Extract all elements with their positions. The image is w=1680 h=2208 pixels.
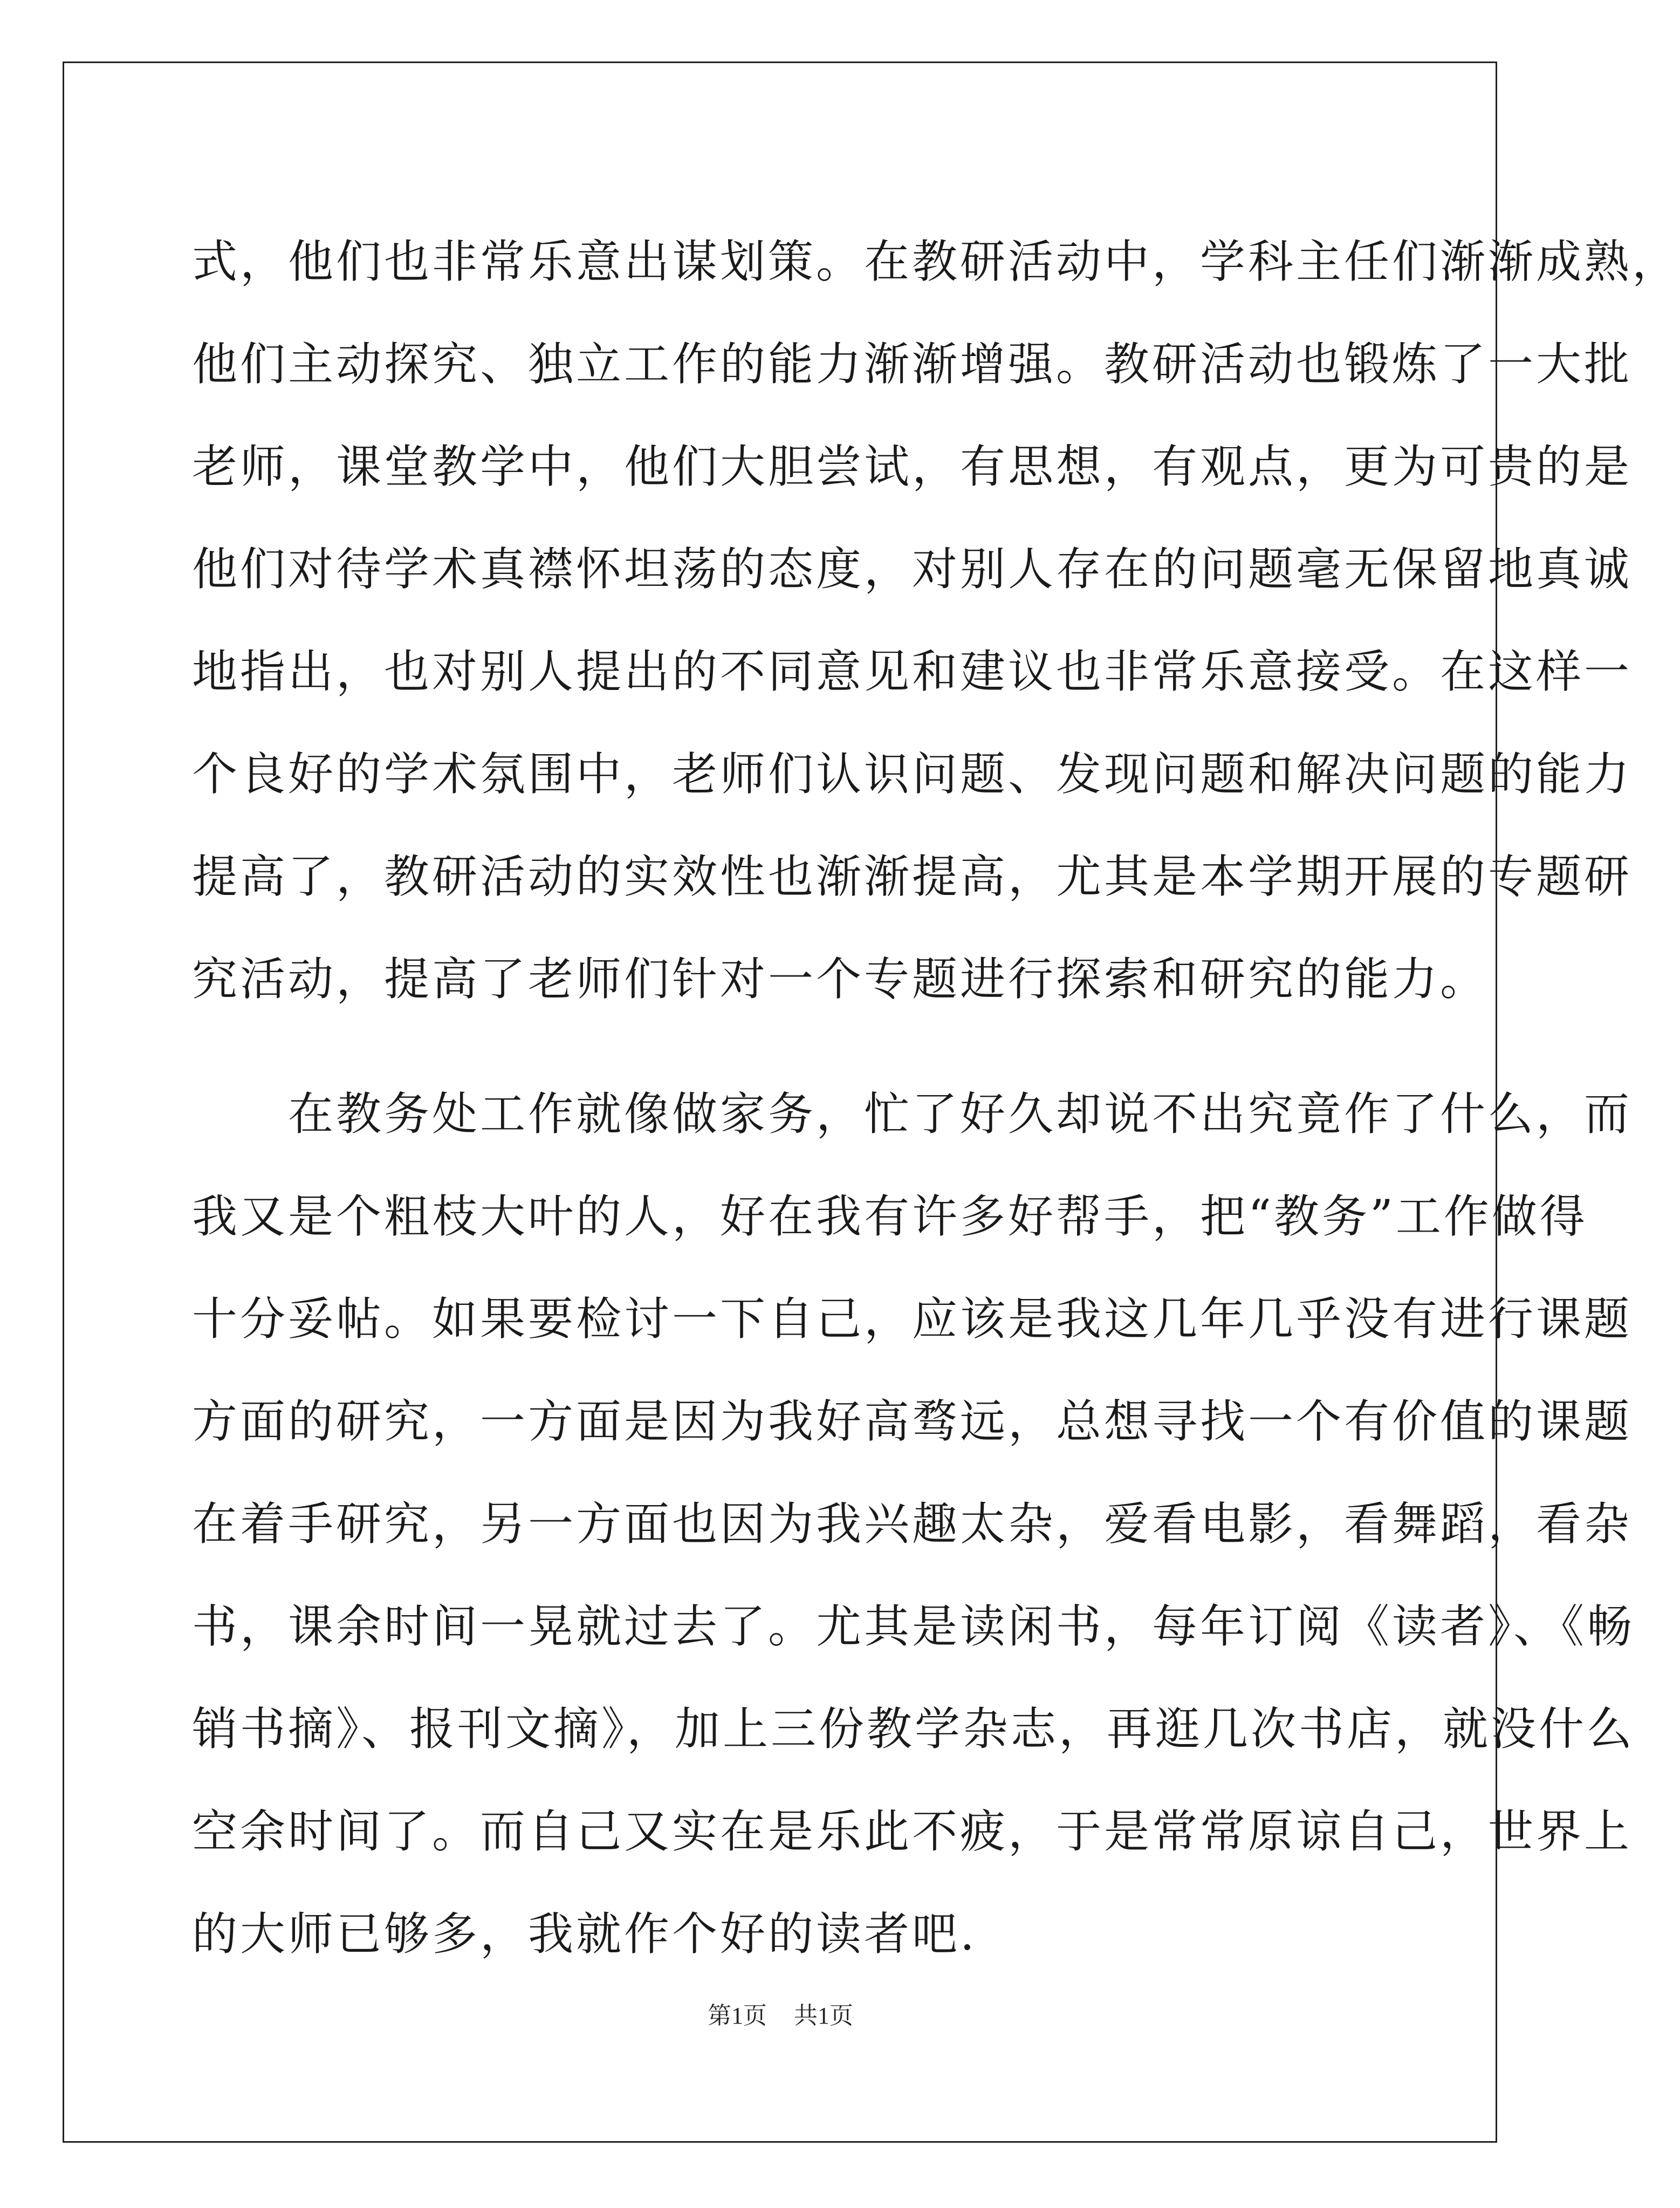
text-line: 他们主动探究、独立工作的能力渐渐增强。教研活动也锻炼了一大批 [192,338,1633,391]
text-line: 提高了，教研活动的实效性也渐渐提高，尤其是本学期开展的专题研 [192,850,1633,903]
page-number: 第1页 [708,2002,767,2029]
text-line: 空余时间了。而自己又实在是乐此不疲，于是常常原谅自己，世界上 [192,1805,1633,1858]
text-line: 个良好的学术氛围中，老师们认识问题、发现问题和解决问题的能力 [192,748,1633,801]
paragraph-spacer [192,1030,1368,1063]
paragraph-1 [192,210,1680,1030]
text-line: 的大师已够多，我就作个好的读者吧. [192,1908,977,1960]
document-body [192,210,1680,1985]
text-line: 式，他们也非常乐意出谋划策。在教研活动中，学科主任们渐渐成熟， [192,235,1680,288]
text-line: 在教务处工作就像做家务，忙了好久却说不出究竟作了什么，而 [192,1088,1633,1140]
page-footer [0,1996,1561,2031]
page-total: 共1页 [794,2002,853,2029]
text-line: 在着手研究，另一方面也因为我兴趣太杂，爱看电影，看舞蹈，看杂 [192,1498,1633,1550]
text-line: 地指出，也对别人提出的不同意见和建议也非常乐意接受。在这样一 [192,645,1633,698]
text-line: 书，课余时间一晃就过去了。尤其是读闲书，每年订阅《读者》、《畅 [192,1600,1635,1653]
text-line: 他们对待学术真襟怀坦荡的态度，对别人存在的问题毫无保留地真诚 [192,543,1633,596]
text-line: 我又是个粗枝大叶的人，好在我有许多好帮手，把“教务”工作做得 [192,1190,1588,1243]
text-line: 销书摘》、报刊文摘》，加上三份教学杂志，再逛几次书店，就没什么 [192,1703,1635,1755]
text-line: 究活动，提高了老师们针对一个专题进行探索和研究的能力。 [192,953,1489,1006]
text-line: 方面的研究，一方面是因为我好高骛远，总想寻找一个有价值的课题 [192,1395,1633,1448]
text-line: 老师，课堂教学中，他们大胆尝试，有思想，有观点，更为可贵的是 [192,440,1633,493]
paragraph-2 [192,1063,1635,1985]
text-line: 十分妥帖。如果要检讨一下自己，应该是我这几年几乎没有进行课题 [192,1293,1633,1345]
